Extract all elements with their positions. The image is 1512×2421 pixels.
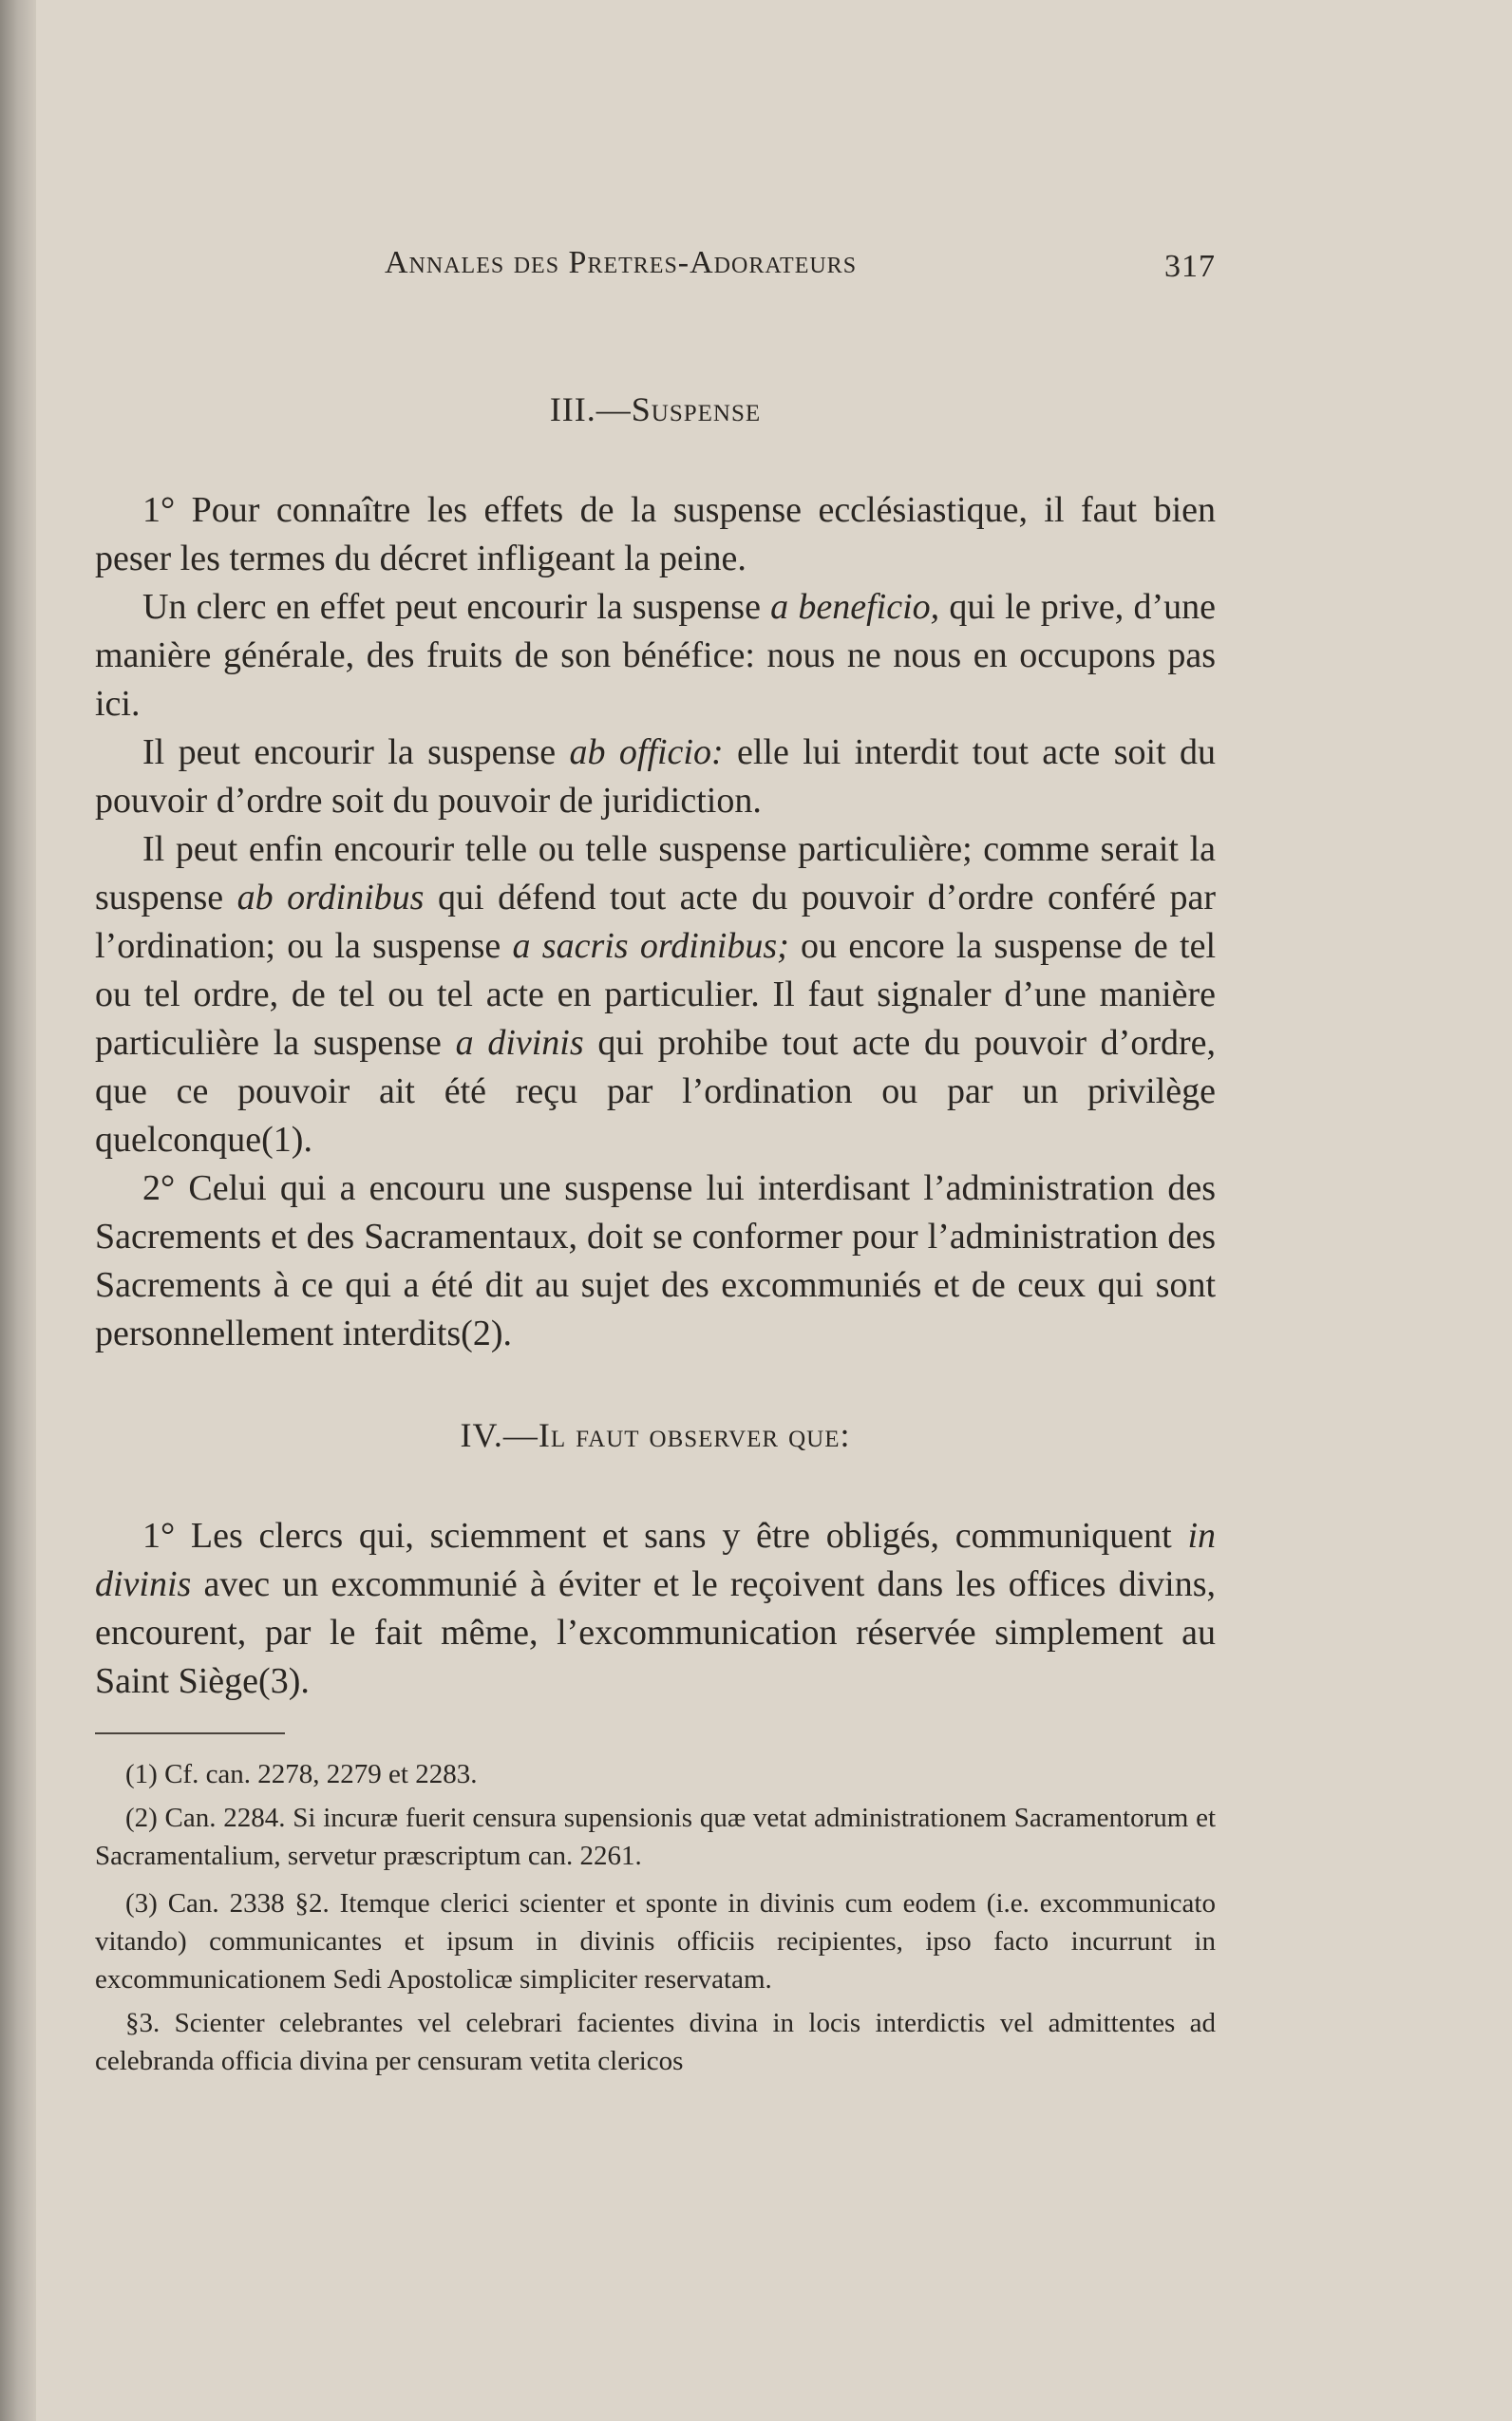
paragraph-4 [95,825,1216,1164]
paragraph-4-text-b: qui défend tout acte du pouvoir d’ordre conféré par l’ordination; ou la suspense [95,878,1216,966]
paragraph-4-text-a: Il peut enfin encourir telle ou telle suspense particulière; comme serait la suspense [95,829,1216,917]
paragraph-3-italic: ab officio: [569,732,724,772]
paragraph-4-text-c: ou encore la suspense de tel ou tel ordre, de tel ou tel acte en particulier. Il faut signaler d’une manière particulière la suspense [95,926,1216,1063]
paragraph-5: 2° Celui qui a encouru une suspense lui interdisant l’administration des Sacrements et des Sacramentaux, doit se conformer pour l’administration des Sacrements à ce qui a été dit au sujet des excommuniés et de ceux qui sont personnellement interdits(2). [95,1168,1216,1353]
paragraph-2-text: Un clerc en effet peut encourir la suspense [142,587,771,627]
paragraph-6-text-end: avec un excommunié à éviter et le reçoivent dans les offices divins, encourent, par le fait même, l’excommunication réservée simplement au Saint Siège(3). [95,1564,1216,1701]
footnote-1: (1) Cf. can. 2278, 2279 et 2283. [125,1759,478,1789]
book-spine-shadow [0,0,36,2421]
section-title-suspense: III.—Suspense [549,390,762,428]
running-head [95,237,1216,294]
paragraph-3-text: Il peut encourir la suspense [142,732,570,772]
page-number: 317 [1164,249,1216,284]
paragraph-4-italic-a: ab ordinibus [236,878,425,917]
paragraph-2-italic: a beneficio, [770,587,940,627]
paragraph-3 [95,728,1216,825]
footnote-separator [95,1732,285,1734]
paragraph-4-italic-c: a divinis [455,1023,584,1063]
footnote-3: (3) Can. 2338 §2. Itemque clerici scienter et sponte in divinis cum eodem (i.e. excommunicato vitando) communicantes et ipsum in divinis officiis recipientes, ipso facto incurrunt in excommunicationem Sedi Apostolicæ simpliciter reservatam. [95,1888,1216,1995]
paragraph-6-text: 1° Les clercs qui, sciemment et sans y être obligés, communiquent [142,1516,1188,1556]
paragraph-1: 1° Pour connaître les effets de la suspense ecclésiastique, il faut bien peser les termes du décret infligeant la peine. [95,490,1216,578]
page-content [95,237,1216,2086]
running-title: Annales des Pretres-Adorateurs [385,245,858,280]
footnote-3-continued: §3. Scienter celebrantes vel celebrari facientes divina in locis interdictis vel admittentes ad celebranda officia divina per censuram vetita clericos [95,2008,1216,2076]
paragraph-6-italic: in divinis [95,1516,1216,1604]
footnote-2: (2) Can. 2284. Si incuræ fuerit censura supensionis quæ vetat administrationem Sacramentorum et Sacramentalium, servetur præscriptum can. 2261. [95,1803,1216,1871]
paragraph-3-text-end: elle lui interdit tout acte soit du pouvoir d’ordre soit du pouvoir de juridiction. [95,732,1216,821]
paragraph-4-italic-b: a sacris ordinibus; [512,926,789,966]
paragraph-4-text-d: qui prohibe tout acte du pouvoir d’ordre, que ce pouvoir ait été reçu par l’ordination ou par un privilège quelconque(1). [95,1023,1216,1160]
section-title-observer: IV.—Il faut observer que: [460,1416,851,1454]
paragraph-2-text-end: qui le prive, d’une manière générale, des fruits de son bénéfice: nous ne nous en occupons pas ici. [95,587,1216,724]
paragraph-2 [95,583,1216,728]
paragraph-6 [95,1512,1216,1706]
